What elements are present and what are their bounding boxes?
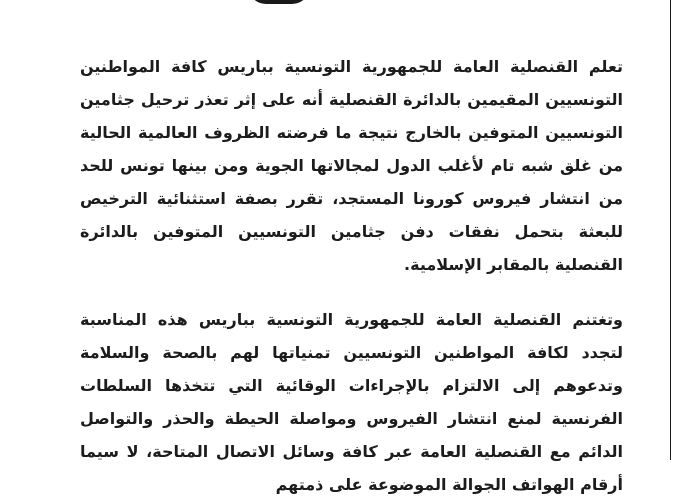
paragraph-1: تعلم القنصلية العامة للجمهورية التونسية بباريس كافة المواطنين التونسيين المقيمين بالدائرة القنصلية أنه على إثر تعذر ترحيل جثامين التونسيين المتوفين بالخارج نتيجة ما فرضته الظروف العالمية الحالية من غلق شبه تام لأغلب الدول لمجالاتها الجوية ومن بينها تونس للحد من انتشار فيروس كورونا المستجد، تقرر بصفة استثنائية الترخيص للبعثة بتحمل نفقات دفن جثامين التونسيين المتوفين بالدائرة القنصلية بالمقابر الإسلامية. — [80, 57, 623, 274]
title-fragment — [248, 0, 310, 4]
announcement-body — [80, 50, 623, 501]
paragraph-2: وتغتنم القنصلية العامة للجمهورية التونسية بباريس هذه المناسبة لتجدد لكافة المواطنين التونسيين تمنياتها لهم بالصحة والسلامة وتدعوهم إلى الالتزام بالإجراءات الوقائية التي تتخذها السلطات الفرنسية لمنع انتشار الفيروس ومواصلة الحيطة والحذر والتواصل الدائم مع القنصلية العامة عبر كافة وسائل الاتصال المتاحة، لا سيما أرقام الهواتف الجوالة الموضوعة على ذمتهم — [80, 310, 623, 494]
page-border — [670, 0, 671, 460]
